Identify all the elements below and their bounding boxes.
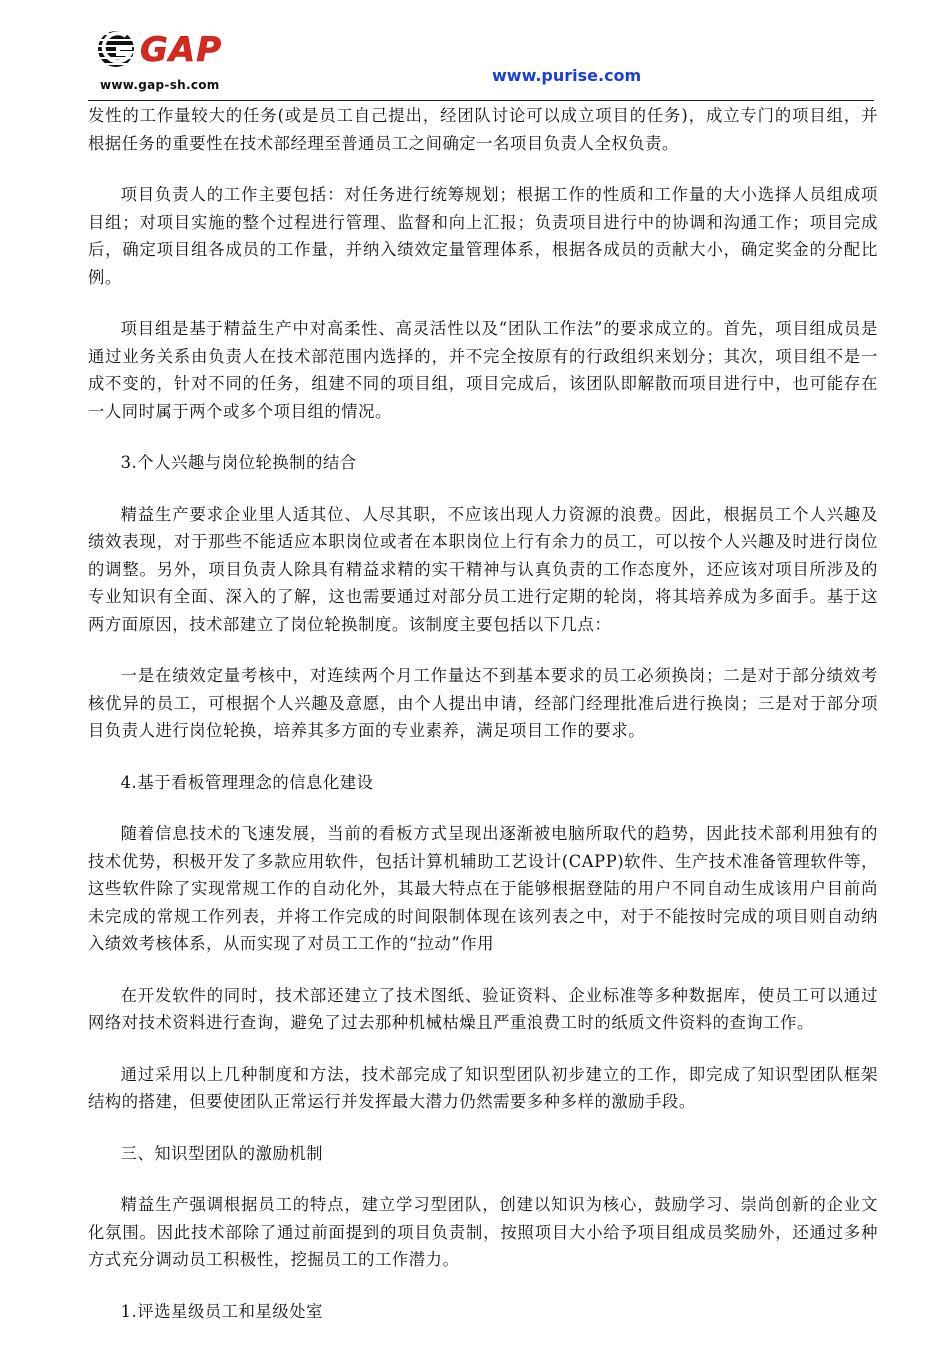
gap-logo [96, 26, 256, 96]
paragraph-1: 发性的工作量较大的任务(或是员工自己提出，经团队讨论可以成立项目的任务)，成立专门的项目组，并根据任务的重要性在技术部经理至普通员工之间确定一名项目负责人全权负责。 [88, 106, 878, 153]
section-heading-1: 1.评选星级员工和星级处室 [120, 1301, 324, 1321]
paragraph-6: 随着信息技术的飞速发展，当前的看板方式呈现出逐渐被电脑所取代的趋势，因此技术部利用独有的技术优势，积极开发了多款应用软件，包括计算机辅助工艺设计(CAPP)软件、生产技术准备管理软件等，这些软件除了实现常规工作的自动化外，其最大特点在于能够根据登陆的用户不同自动生成该用户目前尚未完成的常规工作列表，并将工作完成的时间限制体现在该列表之中，对于不能按时完成的项目则自动纳入绩效考核体系，从而实现了对员工工作的“拉动”作用 [88, 824, 878, 953]
paragraph-2: 项目负责人的工作主要包括：对任务进行统筹规划；根据工作的性质和工作量的大小选择人员组成项目组；对项目实施的整个过程进行管理、监督和向上汇报；负责项目进行中的协调和沟通工作；项目完成后，确定项目组各成员的工作量，并纳入绩效定量管理体系，根据各成员的贡献大小，确定奖金的分配比例。 [88, 185, 878, 287]
section-heading-three: 三、知识型团队的激励机制 [120, 1143, 324, 1163]
site-url-link[interactable]: www.purise.com [492, 66, 642, 85]
logo-wordmark: GAP [140, 30, 223, 70]
paragraph-5: 一是在绩效定量考核中，对连续两个月工作量达不到基本要求的员工必须换岗；二是对于部分绩效考核优异的员工，可根据个人兴趣及意愿，由个人提出申请，经部门经理批准后进行换岗；三是对于部分项目负责人进行岗位轮换，培养其多方面的专业素养，满足项目工作的要求。 [88, 666, 878, 740]
document-body [88, 102, 878, 1349]
paragraph-3: 项目组是基于精益生产中对高柔性、高灵活性以及“团队工作法”的要求成立的。首先，项目组成员是通过业务关系由负责人在技术部范围内选择的，并不完全按原有的行政组织来划分；其次，项目组不是一成不变的，针对不同的任务，组建不同的项目组，项目完成后，该团队即解散而项目进行中，也可能存在一人同时属于两个或多个项目组的情况。 [88, 319, 878, 421]
header-divider [88, 100, 874, 101]
page-header [0, 0, 950, 102]
section-heading-4: 4.基于看板管理理念的信息化建设 [120, 772, 374, 792]
logo-url-text: www.gap-sh.com [100, 78, 220, 92]
paragraph-7: 在开发软件的同时，技术部还建立了技术图纸、验证资料、企业标准等多种数据库，使员工可以通过网络对技术资料进行查询，避免了过去那种机械枯燥且严重浪费工时的纸质文件资料的查询工作。 [88, 985, 878, 1032]
paragraph-8: 通过采用以上几种制度和方法，技术部完成了知识型团队初步建立的工作，即完成了知识型团队框架结构的搭建，但要使团队正常运行并发挥最大潜力仍然需要多种多样的激励手段。 [88, 1064, 878, 1111]
paragraph-4: 精益生产要求企业里人适其位、人尽其职，不应该出现人力资源的浪费。因此，根据员工个人兴趣及绩效表现，对于那些不能适应本职岗位或者在本职岗位上行有余力的员工，可以按个人兴趣及时进行岗位的调整。另外，项目负责人除具有精益求精的实干精神与认真负责的工作态度外，还应该对项目所涉及的专业知识有全面、深入的了解，这也需要通过对部分员工进行定期的轮岗，将其培养成为多面手。基于这两方面原因，技术部建立了岗位轮换制度。该制度主要包括以下几点： [88, 504, 878, 634]
paragraph-9: 精益生产强调根据员工的特点，建立学习型团队，创建以知识为核心，鼓励学习、崇尚创新的企业文化氛围。因此技术部除了通过前面提到的项目负责制，按照项目大小给予项目组成员奖励外，还通过多种方式充分调动员工积极性，挖掘员工的工作潜力。 [88, 1195, 878, 1269]
section-heading-3: 3.个人兴趣与岗位轮换制的结合 [120, 453, 357, 472]
globe-icon [96, 26, 138, 72]
